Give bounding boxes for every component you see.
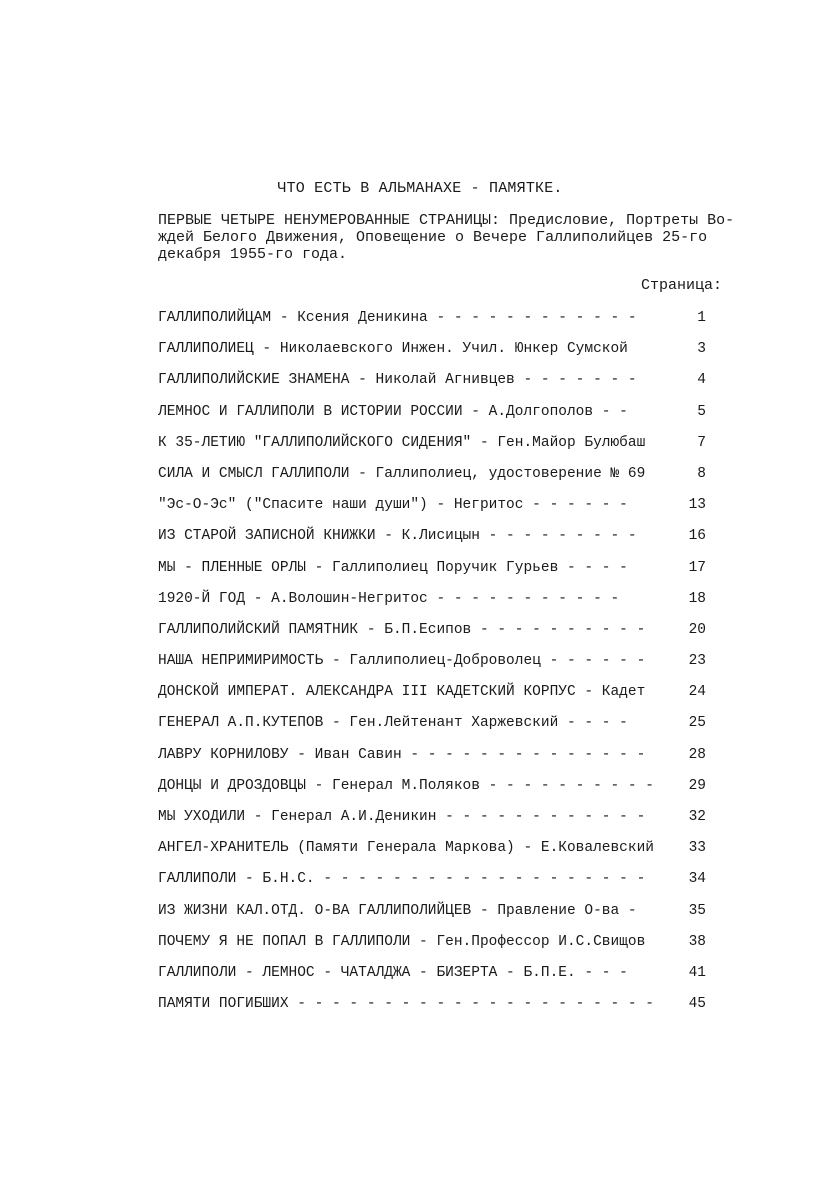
toc-entry-title: ГАЛЛИПОЛИЙСКИЕ ЗНАМЕНА - Николай Агнивцев - - - - - - - (158, 372, 637, 389)
toc-entry (158, 650, 718, 681)
toc-entry-page-number: 29 (688, 777, 706, 794)
toc-entry (158, 494, 718, 525)
toc-entry-title: ГАЛЛИПОЛИ - ЛЕМНОС - ЧАТАЛДЖА - БИЗЕРТА - Б.П.Е. - - - (158, 964, 628, 981)
toc-entry-page-number: 33 (688, 840, 706, 857)
toc-entry (158, 868, 718, 899)
toc-entry-title: ПАМЯТИ ПОГИБШИХ - - - - - - - - - - - - - - - - - - - - - (158, 996, 654, 1013)
toc-entry-title: СИЛА И СМЫСЛ ГАЛЛИПОЛИ - Галлиполиец, удостоверение № 69 (158, 465, 646, 482)
toc-entry-title: ЛЕМНОС И ГАЛЛИПОЛИ В ИСТОРИИ РОССИИ - А.Долгополов - - (158, 403, 628, 420)
toc-entry-page-number: 28 (688, 746, 706, 763)
page-column-heading: Страница: (640, 277, 722, 294)
toc-entry-page-number: 41 (688, 964, 706, 981)
toc-entry-title: АНГЕЛ-ХРАНИТЕЛЬ (Памяти Генерала Маркова) - Е.Ковалевский (158, 840, 654, 857)
toc-entry-title: ГАЛЛИПОЛИЕЦ - Николаевского Инжен. Учил. Юнкер Сумской (158, 341, 628, 358)
toc-entry (158, 744, 718, 775)
toc-entry-title: ЛАВРУ КОРНИЛОВУ - Иван Савин - - - - - - - - - - - - - - (158, 746, 646, 763)
toc-entry (158, 557, 718, 588)
toc-entry-title: ДОНСКОЙ ИМПЕРАТ. АЛЕКСАНДРА III КАДЕТСКИЙ КОРПУС - Кадет (158, 684, 646, 701)
toc-entry-title: ИЗ ЖИЗНИ КАЛ.ОТД. О-ВА ГАЛЛИПОЛИЙЦЕВ - Правление О-ва - (158, 902, 637, 919)
toc-entry (158, 775, 718, 806)
toc-entry-page-number: 5 (697, 403, 706, 420)
toc-entry (158, 401, 718, 432)
toc-entry-page-number: 38 (688, 933, 706, 950)
toc-entry-title: ГАЛЛИПОЛИЙЦАМ - Ксения Деникина - - - - - - - - - - - - (158, 310, 637, 326)
toc-entry-title: 1920-Й ГОД - А.Волошин-Негритос - - - - - - - - - - - (158, 590, 620, 607)
toc-entry (158, 993, 718, 1024)
toc-entry-page-number: 23 (688, 653, 706, 670)
intro-line-2: ждей Белого Движения, Оповещение о Вечере Галлиполийцев 25-го (158, 229, 708, 246)
toc-entry-title: НАША НЕПРИМИРИМОСТЬ - Галлиполиец-Доброволец - - - - - - (158, 653, 646, 670)
toc-entry-title: ГАЛЛИПОЛИЙСКИЙ ПАМЯТНИК - Б.П.Есипов - - - - - - - - - - (158, 621, 646, 638)
toc-entry (158, 837, 718, 868)
toc-entry (158, 588, 718, 619)
toc-entry-page-number: 18 (688, 590, 706, 607)
toc-entry (158, 619, 718, 650)
toc-entry (158, 900, 718, 931)
toc-entry-page-number: 35 (688, 902, 706, 919)
toc-entry (158, 525, 718, 556)
toc-entry-title: ПОЧЕМУ Я НЕ ПОПАЛ В ГАЛЛИПОЛИ - Ген.Профессор И.С.Свищов (158, 933, 646, 950)
toc-entry-page-number: 45 (688, 996, 706, 1013)
toc-entry (158, 681, 718, 712)
toc-entry (158, 432, 718, 463)
toc-entry-title: МЫ УХОДИЛИ - Генерал А.И.Деникин - - - - - - - - - - - - (158, 809, 646, 825)
toc-entry-title: ДОНЦЫ И ДРОЗДОВЦЫ - Генерал М.Поляков - - - - - - - - - - (158, 777, 654, 794)
toc-entry-page-number: 4 (697, 372, 706, 389)
toc-entry (158, 806, 718, 837)
toc-entry-page-number: 17 (688, 559, 706, 576)
page-title: ЧТО ЕСТЬ В АЛЬМАНАХЕ - ПАМЯТКЕ. (277, 180, 563, 197)
intro-line-1: ПЕРВЫЕ ЧЕТЫРЕ НЕНУМЕРОВАННЫЕ СТРАНИЦЫ: Предисловие, Портреты Во- (158, 212, 735, 229)
toc-entry-page-number: 32 (688, 809, 706, 825)
toc-entry-page-number: 1 (697, 310, 706, 326)
toc-entry-page-number: 8 (697, 465, 706, 482)
toc-entry-title: К 35-ЛЕТИЮ "ГАЛЛИПОЛИЙСКОГО СИДЕНИЯ" - Ген.Майор Булюбаш (158, 434, 646, 451)
toc-entry (158, 369, 718, 400)
toc-entry-page-number: 24 (688, 684, 706, 701)
toc-entry-title: ИЗ СТАРОЙ ЗАПИСНОЙ КНИЖКИ - К.Лисицын - - - - - - - - - (158, 528, 637, 545)
toc-entry-title: ГЕНЕРАЛ А.П.КУТЕПОВ - Ген.Лейтенант Харжевский - - - - (158, 715, 628, 732)
intro-paragraph (158, 212, 758, 263)
toc-entry (158, 463, 718, 494)
toc-entry-page-number: 34 (688, 871, 706, 888)
toc-entry-page-number: 13 (688, 497, 706, 514)
toc-entry-page-number: 20 (688, 621, 706, 638)
toc-entry-page-number: 3 (697, 341, 706, 358)
toc-entry-title: МЫ - ПЛЕННЫЕ ОРЛЫ - Галлиполиец Поручик Гурьев - - - - (158, 559, 628, 576)
table-of-contents (158, 307, 718, 1024)
toc-entry (158, 712, 718, 743)
toc-entry (158, 962, 718, 993)
toc-entry (158, 338, 718, 369)
intro-line-3: декабря 1955-го года. (158, 246, 348, 263)
toc-entry-title: ГАЛЛИПОЛИ - Б.Н.С. - - - - - - - - - - - - - - - - - - - (158, 871, 646, 888)
toc-entry (158, 931, 718, 962)
toc-entry-page-number: 25 (688, 715, 706, 732)
toc-entry-page-number: 7 (697, 434, 706, 451)
toc-entry (158, 307, 718, 338)
toc-entry-page-number: 16 (688, 528, 706, 545)
toc-entry-title: "Эс-О-Эс" ("Спасите наши души") - Негритос - - - - - - (158, 497, 628, 514)
